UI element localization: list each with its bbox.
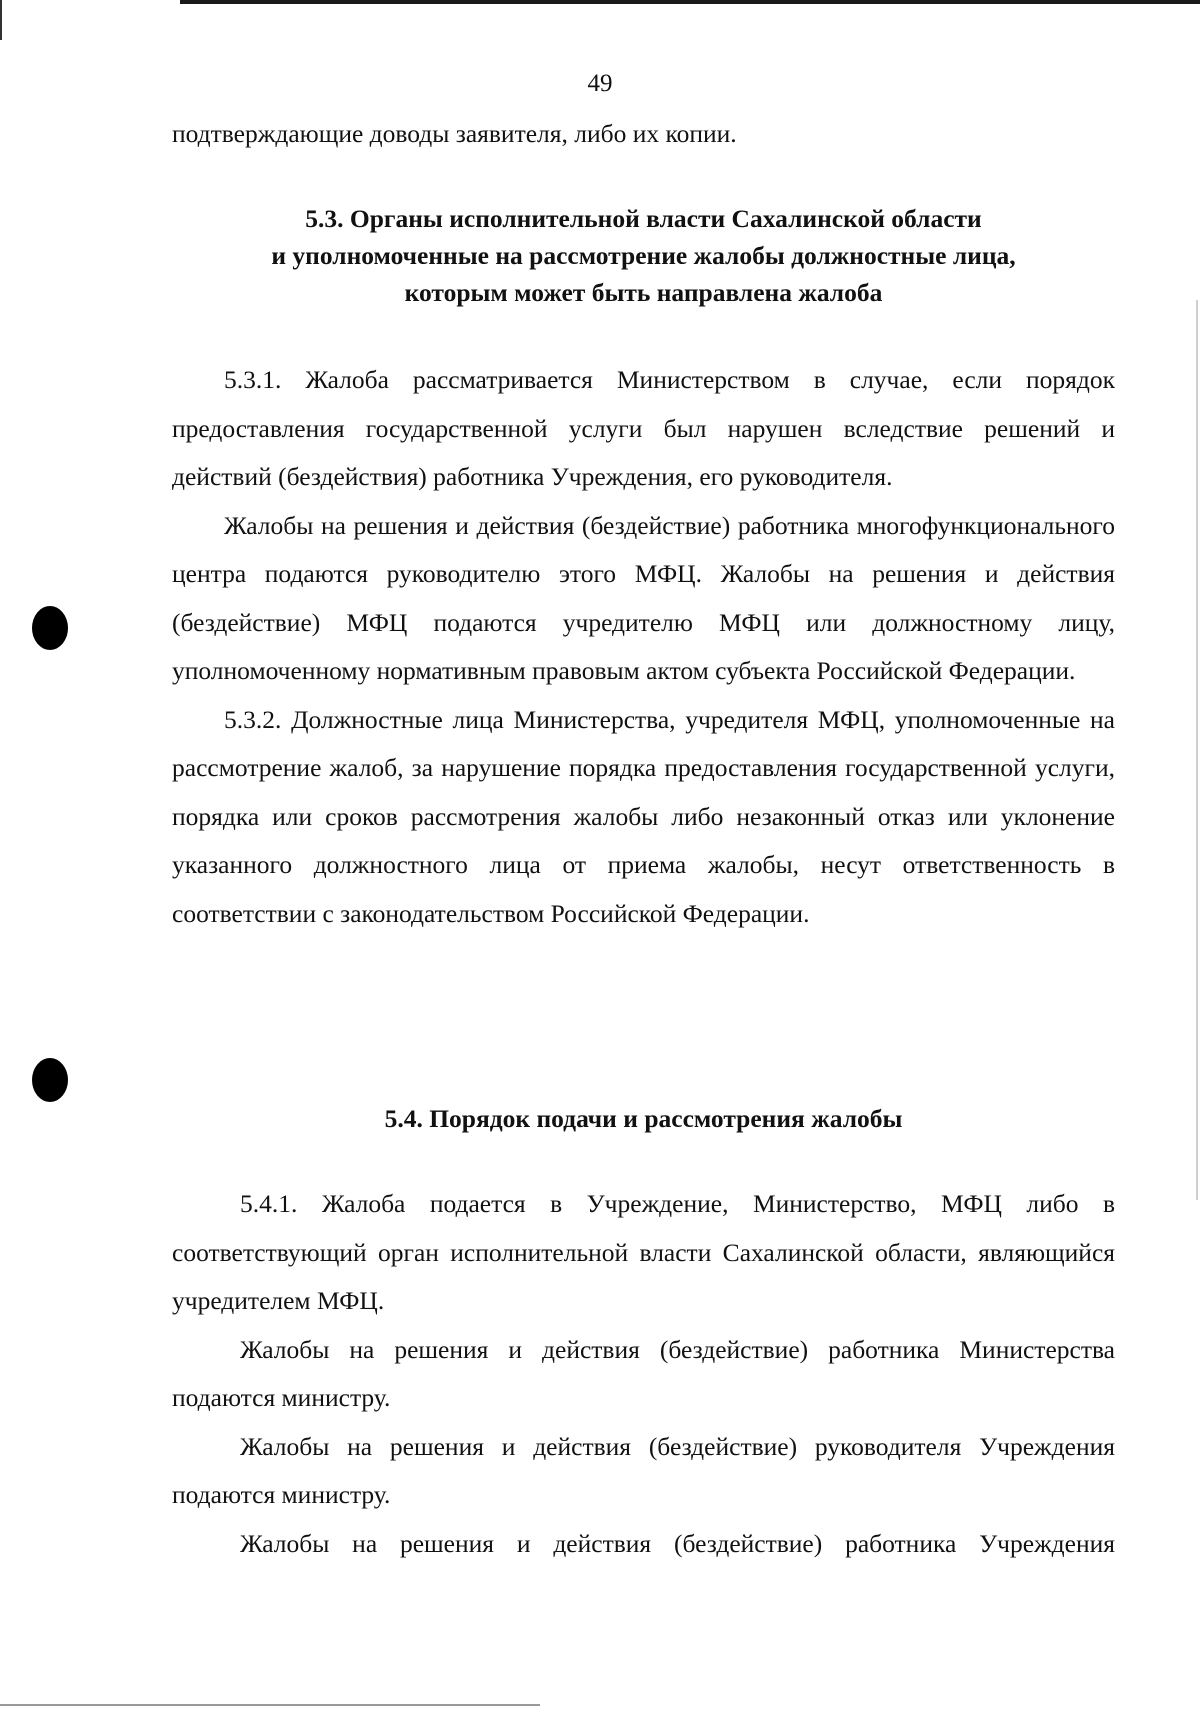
section-5-4-heading bbox=[172, 1100, 1115, 1137]
paragraph-5-3-1: 5.3.1. Жалоба рассматривается Министерством в случае, если порядок предоставления государственной услуги был нарушен вследствие решений и действий (бездействия) работника Учреждения, его руководителя. bbox=[172, 365, 1115, 491]
continuation-line: подтверждающие доводы заявителя, либо их копии. bbox=[172, 119, 737, 148]
paragraph-institution-complaints: Жалобы на решения и действия (бездействие) работника Учреждения bbox=[240, 1528, 1115, 1558]
heading-line: которым может быть направлена жалоба bbox=[404, 278, 883, 307]
section-5-4-body bbox=[172, 1180, 1115, 1568]
scan-right-edge bbox=[1196, 300, 1198, 1200]
scan-bottom-edge bbox=[0, 1704, 540, 1706]
paragraph-head-complaints: Жалобы на решения и действия (бездействие) руководителя Учреждения подаются министру. bbox=[172, 1431, 1115, 1509]
scan-left-edge bbox=[0, 0, 2, 40]
paragraph-5-4-1: 5.4.1. Жалоба подается в Учреждение, Министерство, МФЦ либо в соответствующий орган исполнительной власти Сахалинской области, являющийся учредителем МФЦ. bbox=[172, 1189, 1115, 1315]
section-5-3-heading bbox=[172, 200, 1115, 311]
paragraph-ministry-complaints: Жалобы на решения и действия (бездействие) работника Министерства подаются министру. bbox=[172, 1334, 1115, 1412]
punch-hole-icon bbox=[32, 1058, 68, 1102]
heading-line: 5.3. Органы исполнительной власти Сахалинской области bbox=[305, 204, 982, 233]
continuation-text bbox=[172, 110, 1115, 159]
page-number: 49 bbox=[587, 70, 613, 97]
heading-line: и уполномоченные на рассмотрение жалобы должностные лица, bbox=[271, 241, 1016, 270]
punch-hole-icon bbox=[32, 606, 68, 650]
heading-line: 5.4. Порядок подачи и рассмотрения жалобы bbox=[384, 1104, 903, 1133]
scan-top-edge bbox=[180, 0, 1200, 4]
paragraph-5-3-2: 5.3.2. Должностные лица Министерства, учредителя МФЦ, уполномоченные на рассмотрение жалоб, за нарушение порядка предоставления государственной услуги, порядка или сроков рассмотрения жалобы либо незаконный отказ или уклонение указанного должностного лица от приема жалобы, несут ответственность в соответствии с законодательством Российской Федерации. bbox=[172, 704, 1115, 928]
paragraph-mfc-complaints: Жалобы на решения и действия (бездействие) работника многофункционального центра подаются руководителю этого МФЦ. Жалобы на решения и действия (бездействие) МФЦ подаются учредителю МФЦ или должностному лицу, уполномоченному нормативным правовым актом субъекта Российской Федерации. bbox=[172, 510, 1115, 685]
section-5-3-body bbox=[172, 356, 1115, 938]
